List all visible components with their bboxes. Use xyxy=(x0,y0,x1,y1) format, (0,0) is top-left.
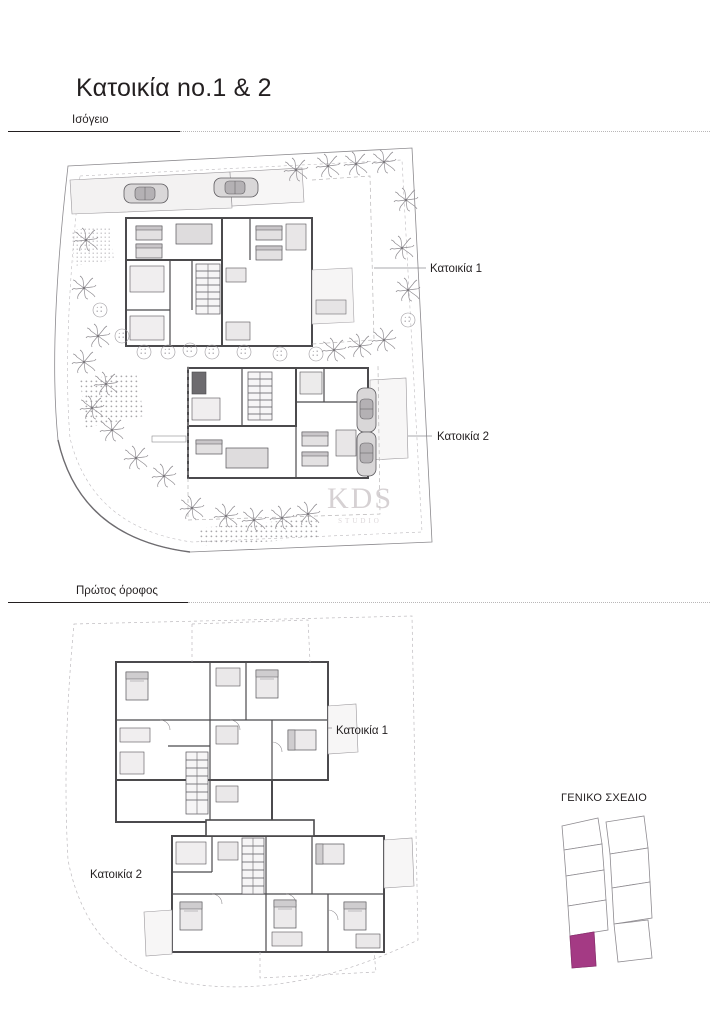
key-plan-drawing xyxy=(540,808,670,978)
watermark-subtext: STUDIO xyxy=(338,517,382,525)
page-title: Κατοικία no.1 & 2 xyxy=(76,74,272,102)
divider-ground-solid xyxy=(8,131,180,132)
section-label-first-floor: Πρώτος όροφος xyxy=(76,585,158,597)
divider-first-solid xyxy=(8,602,188,603)
divider-first-dotted xyxy=(188,602,710,603)
first-floor-plan-drawing xyxy=(60,610,430,1000)
key-plan-highlight xyxy=(570,932,596,968)
key-plan-title: ΓΕΝΙΚΟ ΣΧΕΔΙΟ xyxy=(561,792,648,804)
first-floor-label-unit-1: Κατοικία 1 xyxy=(336,725,389,737)
divider-ground-dotted xyxy=(180,131,710,132)
ground-floor-label-unit-2: Κατοικία 2 xyxy=(437,431,490,443)
first-floor-label-unit-2: Κατοικία 2 xyxy=(90,869,143,881)
studio-watermark xyxy=(300,482,420,530)
watermark-text: KDS xyxy=(326,482,393,515)
ground-floor-label-unit-1: Κατοικία 1 xyxy=(430,263,483,275)
section-label-ground-floor: Ισόγειο xyxy=(72,114,109,126)
